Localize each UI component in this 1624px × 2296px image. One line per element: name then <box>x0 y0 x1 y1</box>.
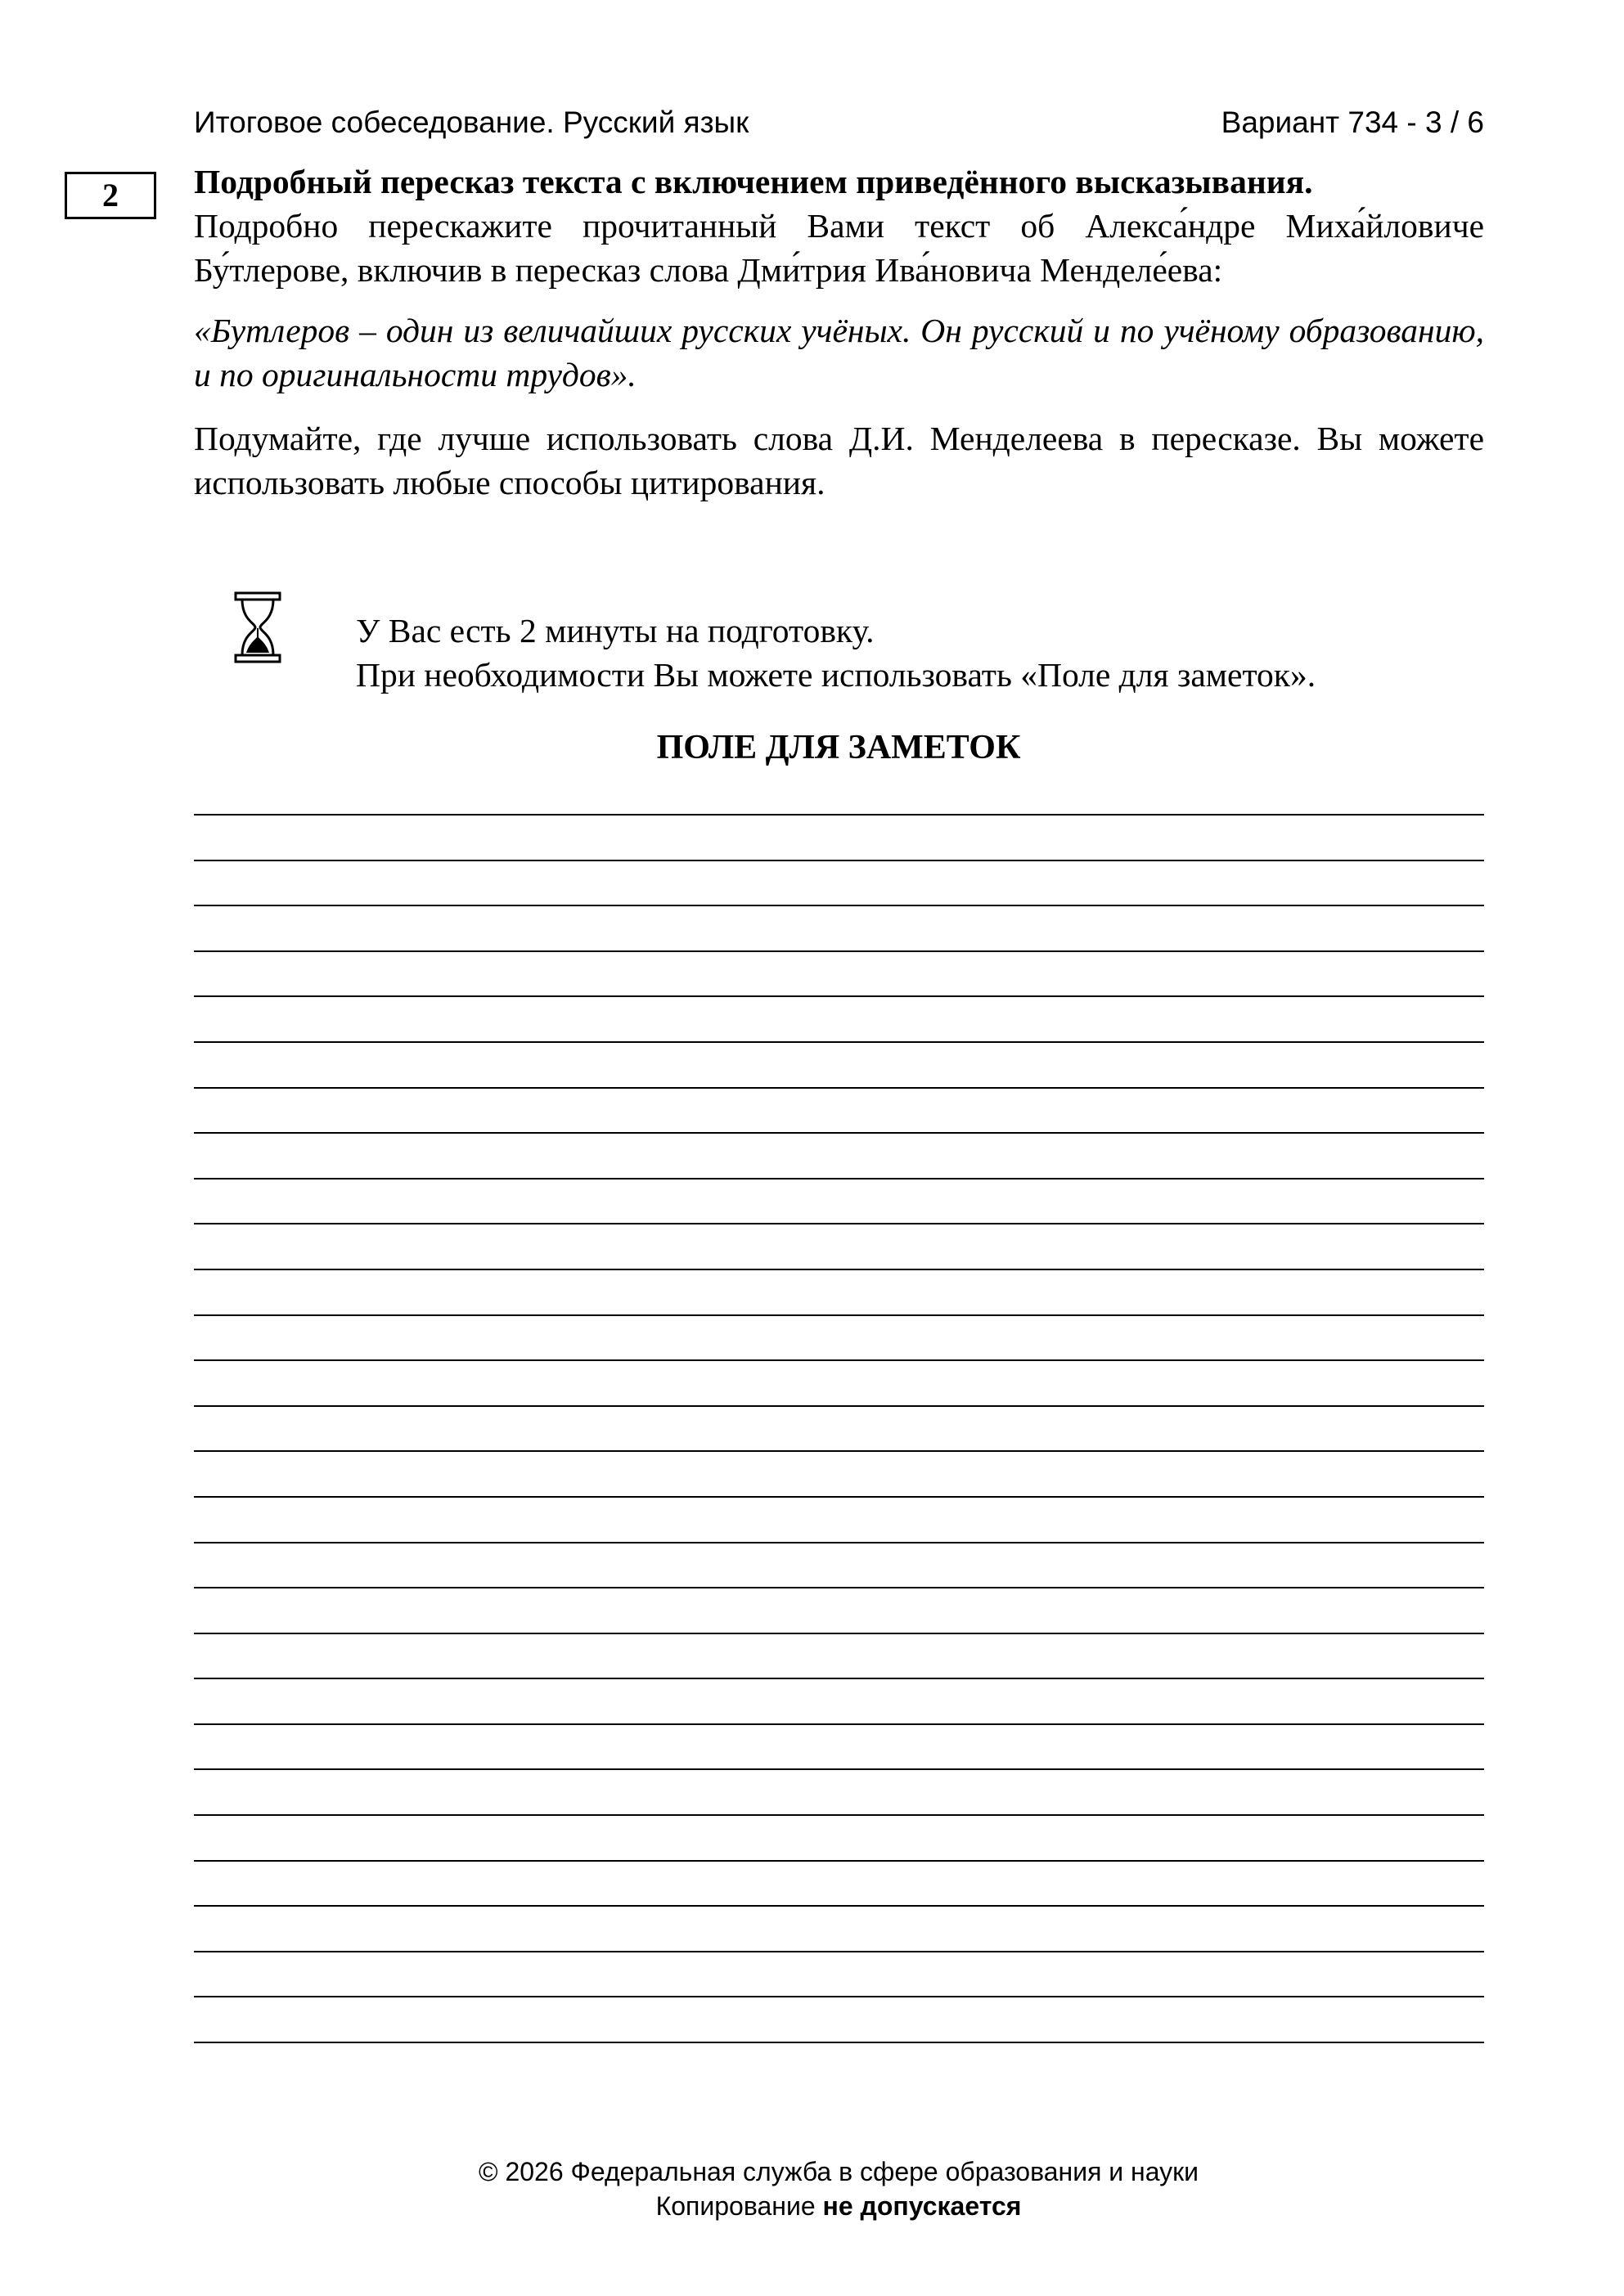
note-line[interactable] <box>194 1496 1484 1542</box>
note-line[interactable] <box>194 1951 1484 1997</box>
footer-copy-notice <box>0 2189 1624 2223</box>
note-line[interactable] <box>194 950 1484 996</box>
variant-page-number: Вариант 734 - 3 / 6 <box>1221 106 1484 139</box>
task-title: Подробный пересказ текста с включением приведённого высказывания. <box>194 163 1313 200</box>
note-line[interactable] <box>194 1587 1484 1633</box>
note-line[interactable] <box>194 860 1484 905</box>
prep-instructions <box>356 609 1316 697</box>
hourglass-icon <box>233 591 282 664</box>
task-number-box: 2 <box>65 172 156 219</box>
note-line[interactable] <box>194 1542 1484 1588</box>
task-content <box>194 160 1484 505</box>
note-line[interactable] <box>194 1905 1484 1951</box>
note-line[interactable] <box>194 1450 1484 1496</box>
task-instruction: Подробно перескажите прочитанный Вами текст об Алекса́ндре Миха́йловиче Бу́тлерове, включив в пересказ слова Дми́трия Ива́новича Менделе́ева: <box>194 207 1484 289</box>
footer-copy-bold: не допускается <box>822 2191 1022 2221</box>
note-line[interactable] <box>194 1814 1484 1860</box>
note-line[interactable] <box>194 1314 1484 1360</box>
header-title: Итоговое собеседование. Русский язык <box>194 106 749 139</box>
note-line[interactable] <box>194 1132 1484 1178</box>
note-line[interactable] <box>194 905 1484 950</box>
task-hint: Подумайте, где лучше использовать слова Д.И. Менделеева в пересказе. Вы можете использовать любые способы цитирования. <box>194 420 1484 501</box>
prep-time-text: У Вас есть 2 минуты на подготовку. <box>356 612 875 649</box>
note-line[interactable] <box>194 1723 1484 1769</box>
note-line[interactable] <box>194 1223 1484 1269</box>
note-line[interactable] <box>194 1768 1484 1814</box>
note-line[interactable] <box>194 1269 1484 1314</box>
note-line[interactable] <box>194 1041 1484 1087</box>
note-line[interactable] <box>194 1860 1484 1906</box>
note-line[interactable] <box>194 2042 1484 2087</box>
note-line[interactable] <box>194 1405 1484 1451</box>
mendeleev-quote: «Бутлеров – один из величайших русских учёных. Он русский и по учёному образованию, и по оригинальности трудов». <box>194 312 1484 393</box>
notes-field[interactable] <box>194 814 1484 2087</box>
note-line[interactable] <box>194 1678 1484 1723</box>
note-line[interactable] <box>194 1359 1484 1405</box>
note-line[interactable] <box>194 995 1484 1041</box>
footer-copyright: © 2026 Федеральная служба в сфере образования и науки <box>478 2157 1199 2186</box>
note-line[interactable] <box>194 1633 1484 1678</box>
footer <box>0 2154 1624 2223</box>
note-line[interactable] <box>194 1087 1484 1133</box>
notes-title: ПОЛЕ ДЛЯ ЗАМЕТОК <box>656 729 1021 766</box>
note-line[interactable] <box>194 814 1484 860</box>
note-line[interactable] <box>194 1178 1484 1224</box>
footer-copy-prefix: Копирование <box>655 2191 816 2221</box>
prep-notes-text: При необходимости Вы можете использовать «Поле для заметок». <box>356 656 1316 694</box>
note-line[interactable] <box>194 1996 1484 2042</box>
